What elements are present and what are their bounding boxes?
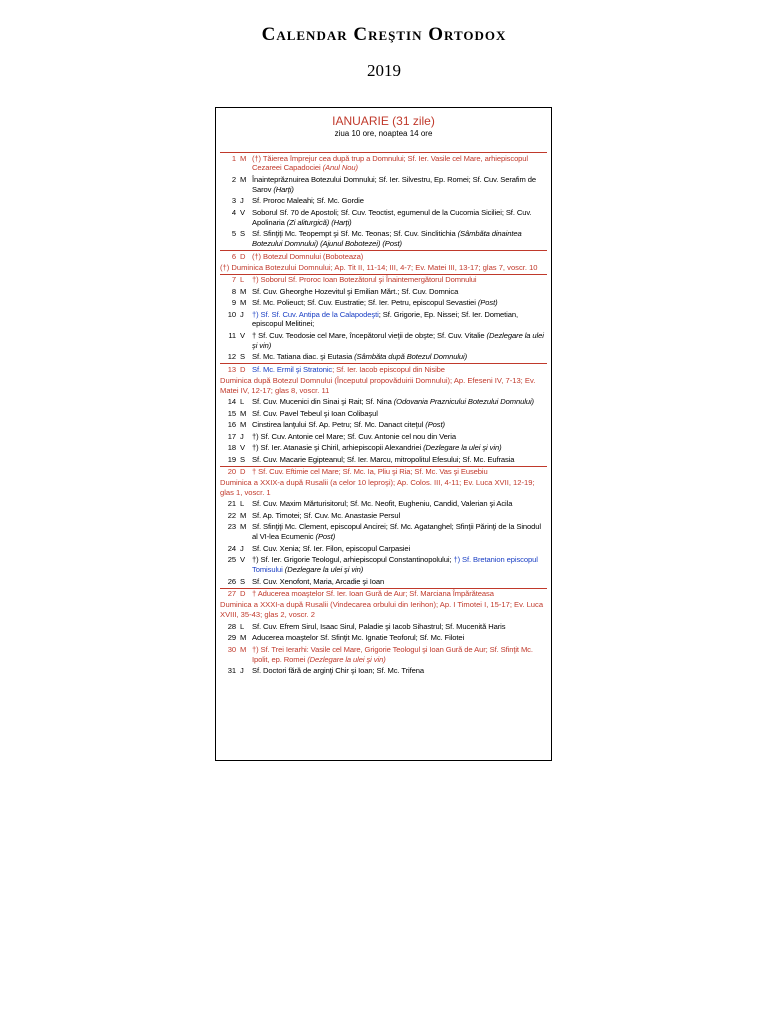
feast-text: [252, 499, 547, 509]
day-number: 27: [227, 589, 236, 599]
day-number: 13: [227, 364, 236, 374]
day-number: 22: [227, 510, 236, 520]
feast-text: [252, 352, 547, 362]
month-name: IANUARIE (31 zile): [332, 114, 435, 128]
weekday: J: [240, 196, 244, 206]
weekday: M: [240, 510, 247, 520]
day-row: [220, 363, 547, 376]
weekday: L: [240, 499, 245, 509]
day-row: [220, 666, 547, 678]
weekday: M: [240, 408, 247, 418]
weekday: M: [240, 298, 247, 308]
weekday: M: [240, 644, 247, 654]
calendar-year: 2019: [367, 61, 401, 80]
day-number: 18: [227, 443, 236, 453]
feast-segment: Sf. Mc. Tatiana diac. şi Eutasia: [252, 352, 355, 362]
weekday: V: [240, 555, 245, 565]
feast-text: [252, 432, 547, 442]
reading-text: (†) Duminica Botezului Domnului; Ap. Tit II, 11-14; III, 4-7; Ev. Matei III, 13-17; glas 7, voscr. 10: [220, 262, 538, 272]
day-row: [220, 466, 547, 479]
feast-segment: †) Sf. Ier. Grigorie Teologul, arhiepiscopul Constantinopolului;: [252, 555, 454, 565]
day-row: [220, 644, 547, 665]
weekday: J: [240, 543, 244, 553]
feast-segment: Aducerea moaştelor Sf. Sfinţit Mc. Ignatie Teoforul; Sf. Mc. Filotei: [252, 633, 465, 643]
weekday: L: [240, 275, 245, 285]
weekday: M: [240, 522, 247, 532]
day-row: [220, 274, 547, 287]
feast-segment: (Odovania Praznicului Botezului Domnului): [393, 397, 534, 407]
weekday: V: [240, 443, 245, 453]
weekday: D: [240, 251, 246, 261]
feast-segment: (Post): [477, 298, 498, 308]
feast-text: [252, 544, 547, 554]
reading-text: Duminica a XXXI-a după Rusalii (Vindecarea orbului din Ierihon); Ap. I Timotei I, 15-17; Ev. Luca XVIII, 35-43; glas 2, voscr. 2: [220, 600, 544, 620]
feast-segment: Sf. Ap. Timotei; Sf. Cuv. Mc. Anastasie Persul: [252, 510, 401, 520]
feast-text: [252, 522, 547, 542]
day-row: [220, 309, 547, 330]
feast-segment: † Aducerea moaştelor Sf. Ier. Ioan Gură de Aur; Sf. Marciana Împărăteasa: [252, 589, 494, 599]
feast-segment: (Dezlegare la ulei şi vin): [252, 330, 544, 350]
weekday: M: [240, 633, 247, 643]
day-number: 19: [227, 454, 236, 464]
feast-segment: (Post): [315, 532, 336, 542]
sunday-reading: [220, 263, 547, 274]
feast-segment: ; Sf. Ier. Iacob episcopul din Nisibe: [332, 364, 445, 374]
feast-segment: Înainteprăznuirea Botezului Domnului; Sf. Ier. Silvestru, Ep. Romei; Sf. Cuv. Serafim de Sarov: [252, 174, 536, 194]
feast-segment: (†) Tăierea împrejur cea după trup a Domnului; Sf. Ier. Vasile cel Mare, arhiepiscopul Cezareei Capadociei: [252, 153, 529, 173]
feast-text: [252, 443, 547, 453]
day-row: [220, 555, 547, 576]
feast-segment: Sf. Doctori fără de arginţi Chir şi Ioan; Sf. Mc. Trifena: [252, 666, 424, 675]
day-number: 31: [227, 666, 236, 675]
weekday: D: [240, 364, 246, 374]
feast-segment: Sf. Sfinţiţi Mc. Clement, episcopul Ancirei; Sf. Mc. Agatanghel; Sfinţii Părinţi de la Sinodul al VI-lea Ecumenic: [252, 522, 542, 542]
feast-segment: (Post): [425, 420, 445, 430]
weekday: S: [240, 576, 245, 586]
month-panel: [215, 107, 552, 761]
feast-text: [252, 455, 547, 465]
day-row: [220, 408, 547, 420]
weekday: V: [240, 330, 245, 340]
month-daylight: ziua 10 ore, noaptea 14 ore: [334, 129, 433, 138]
day-row: [220, 152, 547, 174]
day-row: [220, 420, 547, 432]
day-row: [220, 588, 547, 601]
day-number: 23: [227, 522, 236, 532]
feast-text: [252, 298, 547, 308]
reading-text: Duminica după Botezul Domnului (Începutul propovăduirii Domnului); Ap. Efeseni IV, 7-13; Ev. Matei IV, 12-17; glas 8, voscr. 11: [220, 375, 536, 395]
day-number: 4: [231, 207, 236, 217]
feast-text: [252, 229, 547, 249]
feast-segment: (†) Botezul Domnului (Boboteaza): [252, 251, 364, 261]
feast-segment: †) Soborul Sf. Proroc Ioan Botezătorul şi Înaintemergătorul Domnului: [252, 275, 477, 285]
weekday: S: [240, 352, 245, 362]
feast-text: [252, 577, 547, 587]
day-list: [220, 152, 547, 677]
weekday: M: [240, 153, 247, 163]
day-row: [220, 431, 547, 443]
feast-segment: (Sâmbăta dinaintea Botezului Domnului) (Ajunul Bobotezei) (Post): [252, 229, 522, 249]
day-number: 16: [227, 420, 236, 430]
feast-text: [252, 252, 547, 262]
day-row: [220, 621, 547, 633]
feast-segment: †) Sf. Sf. Cuv. Antipa de la Calapodeşti: [252, 309, 379, 319]
feast-segment: Sf. Cuv. Pavel Tebeul şi Ioan Colibaşul: [252, 408, 378, 418]
day-number: 30: [227, 644, 236, 654]
feast-segment: (Harţi): [273, 184, 294, 194]
feast-text: [252, 467, 547, 477]
day-row: [220, 522, 547, 543]
day-row: [220, 397, 547, 409]
feast-text: [252, 622, 547, 632]
feast-text: [252, 420, 547, 430]
feast-text: [252, 331, 547, 351]
weekday: J: [240, 431, 244, 441]
weekday: M: [240, 286, 247, 296]
weekday: L: [240, 397, 245, 407]
sunday-reading: [220, 478, 547, 499]
feast-segment: †) Sf. Ier. Atanasie şi Chiril, arhiepiscopii Alexandriei: [252, 443, 424, 453]
day-number: 24: [227, 543, 236, 553]
day-row: [220, 229, 547, 250]
reading-text: Duminica a XXIX-a după Rusalii (a celor 10 leproşi); Ap. Colos. III, 4-11; Ev. Luca XVII, 12-19; glas 1, voscr. 1: [220, 478, 535, 498]
day-row: [220, 499, 547, 511]
feast-segment: (Dezlegare la ulei şi vin): [307, 654, 386, 664]
day-row: [220, 454, 547, 466]
day-number: 25: [227, 555, 236, 565]
day-number: 5: [231, 229, 236, 239]
day-number: 6: [231, 251, 236, 261]
feast-segment: †) Sf. Trei Ierarhi: Vasile cel Mare, Grigorie Teologul şi Ioan Gură de Aur; Sf. Sfinţit Mc. Ipolit, ep. Romei: [252, 644, 533, 664]
feast-segment: (Zi aliturgică) (Harţi): [286, 217, 352, 227]
day-number: 29: [227, 633, 236, 643]
day-number: 15: [227, 408, 236, 418]
feast-segment: † Sf. Cuv. Eftimie cel Mare; Sf. Mc. Ia, Pliu şi Ria; Sf. Mc. Vas şi Eusebiu: [252, 467, 488, 477]
day-number: 2: [231, 174, 236, 184]
day-number: 28: [227, 621, 236, 631]
day-row: [220, 196, 547, 208]
day-row: [220, 174, 547, 195]
feast-text: [252, 365, 547, 375]
feast-text: [252, 409, 547, 419]
feast-text: [252, 589, 547, 599]
feast-text: [252, 555, 547, 575]
day-number: 17: [227, 431, 236, 441]
feast-segment: Sf. Sfinţiţi Mc. Teopempt şi Sf. Mc. Teonas; Sf. Cuv. Sinclitichia: [252, 229, 458, 239]
feast-text: [252, 154, 547, 174]
feast-segment: (Dezlegare la ulei şi vin): [282, 565, 364, 575]
day-row: [220, 352, 547, 364]
feast-segment: Sf. Mc. Ermil şi Stratonic: [252, 364, 333, 374]
feast-text: [252, 196, 547, 206]
feast-segment: Sf. Cuv. Maxim Mărturisitorul; Sf. Mc. Neofit, Eugheniu, Candid, Valerian şi Acila: [252, 499, 513, 509]
weekday: M: [240, 420, 247, 430]
sunday-reading: [220, 376, 547, 397]
feast-text: [252, 511, 547, 521]
day-number: 26: [227, 576, 236, 586]
feast-segment: Sf. Proroc Maleahi; Sf. Mc. Gordie: [252, 196, 364, 206]
day-row: [220, 543, 547, 555]
feast-text: [252, 175, 547, 195]
day-row: [220, 207, 547, 228]
feast-segment: Sf. Cuv. Efrem Sirul, Isaac Sirul, Paladie şi Iacob Sihastrul; Sf. Mucenită Haris: [252, 621, 506, 631]
day-row: [220, 250, 547, 263]
feast-segment: (Anul Nou): [322, 163, 358, 173]
feast-segment: Soborul Sf. 70 de Apostoli; Sf. Cuv. Teoctist, egumenul de la Cucomia Siciliei; Sf. Cuv. Apolinaria: [252, 207, 532, 227]
weekday: S: [240, 454, 245, 464]
weekday: V: [240, 207, 245, 217]
feast-text: [252, 287, 547, 297]
feast-text: [252, 275, 547, 285]
feast-segment: Sf. Cuv. Macarie Egipteanul; Sf. Ier. Marcu, mitropolitul Efesului; Sf. Mc. Eufrasia: [252, 454, 515, 464]
weekday: M: [240, 174, 247, 184]
feast-text: [252, 208, 547, 228]
day-row: [220, 330, 547, 351]
day-number: 3: [231, 196, 236, 206]
feast-segment: Sf. Cuv. Xenia; Sf. Ier. Filon, episcopul Carpasiei: [252, 543, 411, 553]
day-number: 14: [227, 397, 236, 407]
feast-segment: ; Sf. Grigorie, Ep. Nissei; Sf. Ier. Dometian, episcopul Melitinei;: [252, 309, 519, 329]
feast-segment: †) Sf. Cuv. Antonie cel Mare; Sf. Cuv. Antonie cel nou din Veria: [252, 431, 456, 441]
day-number: 12: [227, 352, 236, 362]
day-row: [220, 443, 547, 455]
day-number: 8: [231, 286, 236, 296]
day-number: 9: [231, 298, 236, 308]
day-row: [220, 286, 547, 298]
feast-segment: Sf. Mc. Polieuct; Sf. Cuv. Eustratie; Sf. Ier. Petru, episcopul Sevastiei: [252, 298, 478, 308]
feast-segment: Sf. Cuv. Xenofont, Maria, Arcadie şi Ioan: [252, 576, 385, 586]
day-number: 1: [231, 153, 236, 163]
feast-text: [252, 666, 547, 676]
day-number: 11: [228, 330, 236, 340]
feast-text: [252, 397, 547, 407]
feast-segment: (Sâmbăta după Botezul Domnului): [354, 352, 468, 362]
feast-text: [252, 633, 547, 643]
feast-segment: †) Sf. Bretanion episcopul Tomisului: [252, 555, 538, 575]
weekday: J: [240, 666, 244, 675]
day-row: [220, 576, 547, 588]
day-row: [220, 633, 547, 645]
day-row: [220, 510, 547, 522]
day-row: [220, 298, 547, 310]
day-number: 7: [231, 275, 236, 285]
feast-segment: Sf. Cuv. Gheorghe Hozevitul şi Emilian Mărt.; Sf. Cuv. Domnica: [252, 286, 459, 296]
feast-segment: Cinstirea lanţului Sf. Ap. Petru; Sf. Mc. Danact citeţul: [252, 420, 426, 430]
day-number: 10: [227, 309, 236, 319]
weekday: J: [240, 309, 244, 319]
feast-text: [252, 645, 547, 665]
calendar-title: Calendar Creştin Ortodox: [261, 24, 507, 45]
weekday: S: [240, 229, 245, 239]
feast-segment: † Sf. Cuv. Teodosie cel Mare, începătorul vieţii de obşte; Sf. Cuv. Vitalie: [252, 330, 487, 340]
weekday: D: [240, 589, 246, 599]
sunday-reading: [220, 600, 547, 621]
weekday: L: [240, 621, 245, 631]
day-number: 20: [227, 467, 236, 477]
feast-segment: (Dezlegare la ulei şi vin): [423, 443, 502, 453]
day-number: 21: [227, 499, 236, 509]
weekday: D: [240, 467, 246, 477]
feast-segment: Sf. Cuv. Mucenici din Sinai şi Rait; Sf. Nina: [252, 397, 394, 407]
feast-text: [252, 310, 547, 330]
